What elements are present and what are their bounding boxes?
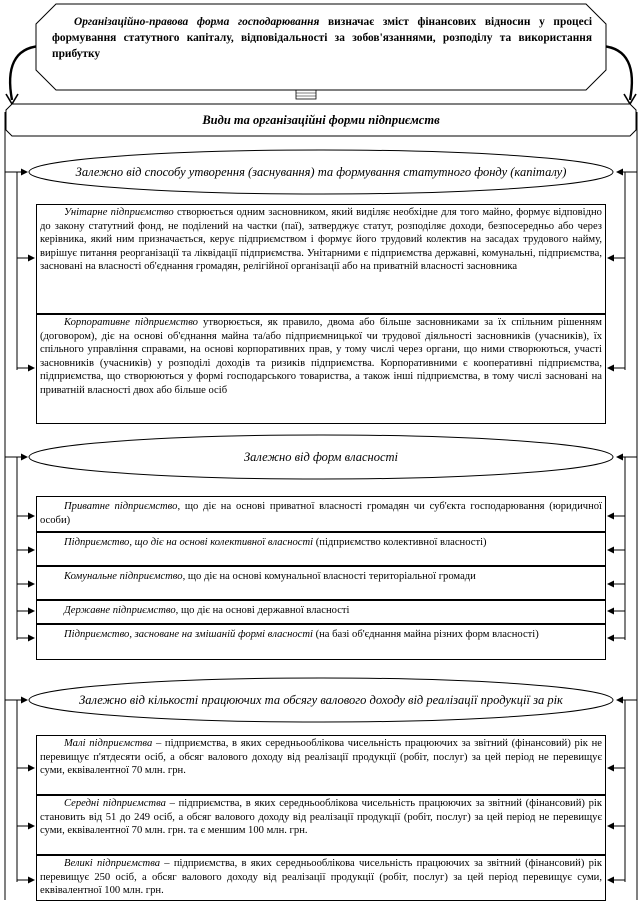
collective-lead: Підприємство, що діє на основі колективної власності: [64, 537, 314, 548]
corporate-text: утворюється, як правило, двома або більше засновниками за їх спільним рішенням (договором), діє на основі об'єднання майна та/або підприємницької чи трудової діяльності засновників (учасників), їх спільного управління справами, на основі корпоративних прав, у тому числі через органи, що ними створюються, участі засновників (учасників) у розподілі доходів та ризиків підприємства. Корпоративними є кооперативні підприємства, підприємства, що створюються у формі господарського товариства, а також інші підприємства, в тому числі засновані на приватній власності двох або більше осіб: [40, 317, 602, 396]
box-large-enterprises: [36, 855, 606, 901]
mixed-text: (на базі об'єднання майна різних форм власності): [312, 629, 539, 640]
large-lead: Великі підприємства: [64, 858, 161, 869]
unitary-lead: Унітарне підприємство: [64, 207, 174, 218]
box-small-enterprises: [36, 735, 606, 795]
medium-lead: Середні підприємства: [64, 798, 166, 809]
header-rest: визначає зміст фінансових відносин у процесі формування статутного капіталу, відповідальності за зобов'язаннями, розподілу та використання прибутку: [52, 16, 592, 60]
header-text: [52, 14, 592, 62]
collective-text: (підприємство колективної власності): [313, 537, 487, 548]
oval-group-2: Залежно від форм власності: [243, 450, 398, 464]
box-medium-enterprises: [36, 795, 606, 855]
box-collective-enterprise: [36, 532, 606, 566]
box-communal-enterprise: [36, 566, 606, 600]
unitary-text: створюється одним засновником, який виділяє необхідне для того майно, формує відповідно до закону статутний фонд, не поділений на частки (паї), затверджує статут, розподіляє доходи, безпосередньо або через керівника, який ним призначається, керує підприємством і формує його трудовий колектив на засадах трудового найму, вирішує питання реорганізації та ліквідації підприємства. Унітарними є підприємства державні, комунальні, підприємства, засновані на власності об'єднання громадян, релігійної організації або на приватній власності засновника: [40, 207, 602, 273]
state-text: , що діє на основі державної власності: [175, 605, 350, 616]
oval-group-3: Залежно від кількості працюючих та обсягу валового доходу від реалізації продукції за рік: [79, 693, 563, 707]
medium-text: – підприємства, в яких середньооблікова чисельність працюючих за звітний (фінансовий) рік становить від 51 до 249 осіб, а обсяг валового доходу від реалізації продукції (робіт, послуг) за цей період не перевищує суми, еквівалентної 70 млн. грн. та є меншим 100 млн. грн.: [40, 798, 602, 837]
communal-text: , що діє на основі комунальної власності територіальної громади: [182, 571, 476, 582]
state-lead: Державне підприємство: [64, 605, 176, 616]
header-connector: [296, 90, 316, 99]
box-state-enterprise: [36, 600, 606, 624]
main-title: Види та організаційні форми підприємств: [202, 113, 440, 127]
large-text: – підприємства, в яких середньооблікова чисельність працюючих за звітний (фінансовий) рік перевищує 250 осіб, а обсяг валового доходу від реалізації продукції (робіт, послуг) за цей період перевищує суми, еквівалентної 100 млн. грн.: [40, 858, 602, 897]
box-mixed-enterprise: [36, 624, 606, 660]
private-text: , що діє на основі приватної власності громадян чи суб'єкта господарювання (юридичної особи): [40, 501, 602, 526]
box-private-enterprise: [36, 496, 606, 532]
small-text: – підприємства, в яких середньооблікова чисельність працюючих за звітний (фінансовий) рік не перевищує п'ятдесяти осіб, а обсяг валового доходу від реалізації продукції (робіт, послуг) за цей період не перевищує суми, еквівалентної 70 млн. грн.: [40, 738, 602, 777]
box-unitary-enterprise: [36, 204, 606, 314]
box-corporate-enterprise: [36, 314, 606, 424]
mixed-lead: Підприємство, засноване на змішаній формі власності: [64, 629, 313, 640]
corporate-lead: Корпоративне підприємство: [64, 317, 198, 328]
header-title-italic: Організаційно-правова форма господарювання: [74, 16, 320, 28]
communal-lead: Комунальне підприємство: [64, 571, 183, 582]
private-lead: Приватне підприємство: [64, 501, 178, 512]
oval-group-1: Залежно від способу утворення (заснування) та формування статутного фонду (капіталу): [75, 165, 567, 179]
small-lead: Малі підприємства: [64, 738, 153, 749]
